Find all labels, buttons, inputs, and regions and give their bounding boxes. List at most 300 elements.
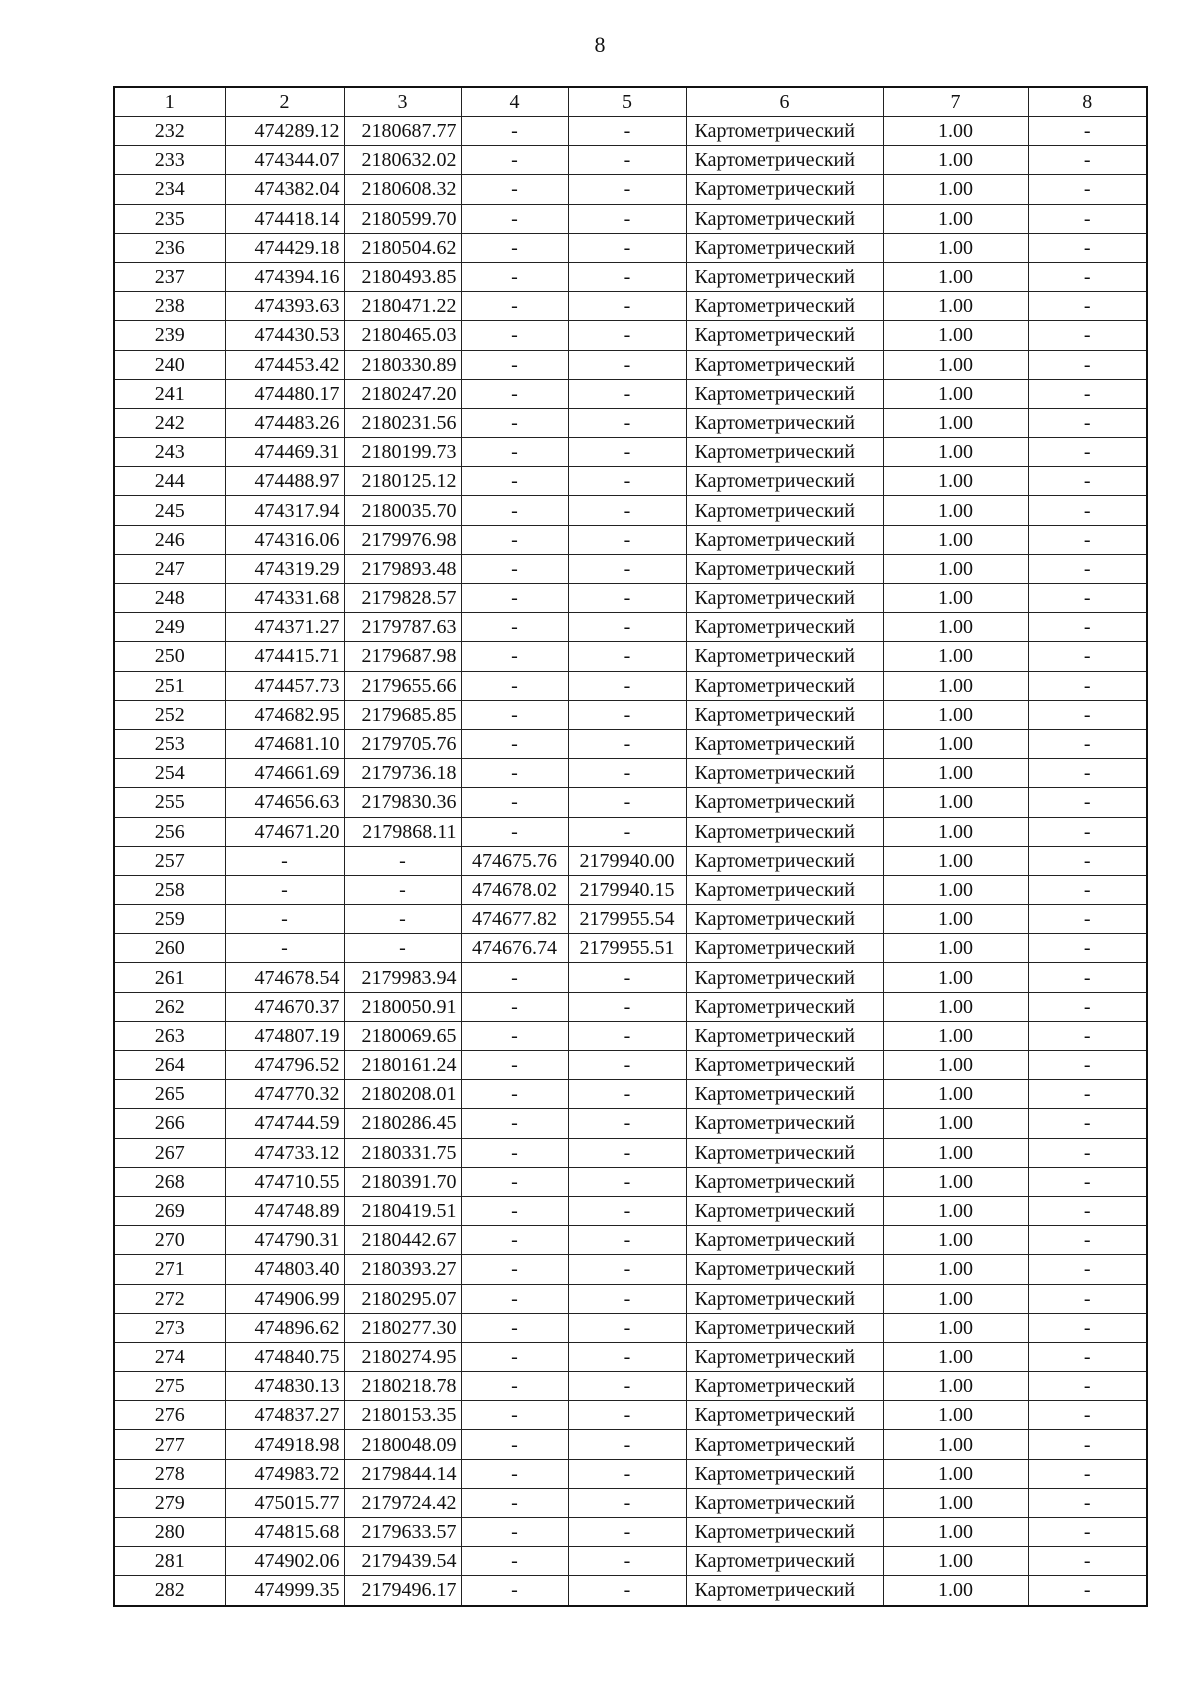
point-number-cell: 257 bbox=[114, 846, 225, 875]
accuracy-cell: 1.00 bbox=[883, 788, 1028, 817]
method-cell: Картометрический bbox=[686, 1255, 883, 1284]
accuracy-cell: 1.00 bbox=[883, 321, 1028, 350]
x-alt-coordinate-cell: - bbox=[461, 1430, 568, 1459]
y-coordinate-cell: 2180393.27 bbox=[344, 1255, 461, 1284]
method-cell: Картометрический bbox=[686, 1518, 883, 1547]
table-row bbox=[114, 204, 1147, 233]
y-coordinate-cell: 2179868.11 bbox=[344, 817, 461, 846]
accuracy-cell: 1.00 bbox=[883, 671, 1028, 700]
table-row bbox=[114, 1430, 1147, 1459]
y-coordinate-cell: 2180247.20 bbox=[344, 379, 461, 408]
note-cell: - bbox=[1028, 613, 1147, 642]
y-coordinate-cell: 2179633.57 bbox=[344, 1518, 461, 1547]
table-row bbox=[114, 759, 1147, 788]
note-cell: - bbox=[1028, 1372, 1147, 1401]
column-header: 3 bbox=[344, 87, 461, 117]
x-coordinate-cell: 474371.27 bbox=[225, 613, 344, 642]
x-coordinate-cell: 475015.77 bbox=[225, 1488, 344, 1517]
y-alt-coordinate-cell: 2179940.15 bbox=[568, 875, 686, 904]
table-row bbox=[114, 554, 1147, 583]
point-number-cell: 268 bbox=[114, 1167, 225, 1196]
x-coordinate-cell: 474453.42 bbox=[225, 350, 344, 379]
point-number-cell: 242 bbox=[114, 408, 225, 437]
x-coordinate-cell: 474918.98 bbox=[225, 1430, 344, 1459]
y-alt-coordinate-cell: - bbox=[568, 1401, 686, 1430]
point-number-cell: 275 bbox=[114, 1372, 225, 1401]
y-coordinate-cell: 2179828.57 bbox=[344, 584, 461, 613]
y-coordinate-cell: 2180599.70 bbox=[344, 204, 461, 233]
accuracy-cell: 1.00 bbox=[883, 438, 1028, 467]
y-coordinate-cell: 2180331.75 bbox=[344, 1138, 461, 1167]
accuracy-cell: 1.00 bbox=[883, 1021, 1028, 1050]
y-coordinate-cell: 2180035.70 bbox=[344, 496, 461, 525]
accuracy-cell: 1.00 bbox=[883, 117, 1028, 146]
table-row bbox=[114, 1051, 1147, 1080]
table-row bbox=[114, 1109, 1147, 1138]
x-coordinate-cell: 474840.75 bbox=[225, 1342, 344, 1371]
y-alt-coordinate-cell: - bbox=[568, 292, 686, 321]
table-row bbox=[114, 1080, 1147, 1109]
x-alt-coordinate-cell: - bbox=[461, 613, 568, 642]
note-cell: - bbox=[1028, 788, 1147, 817]
point-number-cell: 233 bbox=[114, 146, 225, 175]
accuracy-cell: 1.00 bbox=[883, 846, 1028, 875]
y-alt-coordinate-cell: - bbox=[568, 1313, 686, 1342]
note-cell: - bbox=[1028, 934, 1147, 963]
table-row bbox=[114, 963, 1147, 992]
x-alt-coordinate-cell: - bbox=[461, 321, 568, 350]
y-coordinate-cell: 2180330.89 bbox=[344, 350, 461, 379]
x-alt-coordinate-cell: - bbox=[461, 1547, 568, 1576]
column-header: 1 bbox=[114, 87, 225, 117]
x-coordinate-cell: 474906.99 bbox=[225, 1284, 344, 1313]
method-cell: Картометрический bbox=[686, 992, 883, 1021]
y-alt-coordinate-cell: - bbox=[568, 992, 686, 1021]
note-cell: - bbox=[1028, 467, 1147, 496]
y-alt-coordinate-cell: - bbox=[568, 1342, 686, 1371]
point-number-cell: 276 bbox=[114, 1401, 225, 1430]
note-cell: - bbox=[1028, 1255, 1147, 1284]
x-alt-coordinate-cell: - bbox=[461, 379, 568, 408]
accuracy-cell: 1.00 bbox=[883, 408, 1028, 437]
method-cell: Картометрический bbox=[686, 321, 883, 350]
method-cell: Картометрический bbox=[686, 1226, 883, 1255]
point-number-cell: 244 bbox=[114, 467, 225, 496]
method-cell: Картометрический bbox=[686, 1167, 883, 1196]
accuracy-cell: 1.00 bbox=[883, 1488, 1028, 1517]
y-coordinate-cell: 2180608.32 bbox=[344, 175, 461, 204]
y-coordinate-cell: 2180442.67 bbox=[344, 1226, 461, 1255]
x-coordinate-cell: 474483.26 bbox=[225, 408, 344, 437]
y-alt-coordinate-cell: 2179940.00 bbox=[568, 846, 686, 875]
y-coordinate-cell: 2180632.02 bbox=[344, 146, 461, 175]
accuracy-cell: 1.00 bbox=[883, 1080, 1028, 1109]
table-row bbox=[114, 1196, 1147, 1225]
y-coordinate-cell: 2179787.63 bbox=[344, 613, 461, 642]
method-cell: Картометрический bbox=[686, 1284, 883, 1313]
note-cell: - bbox=[1028, 729, 1147, 758]
y-alt-coordinate-cell: - bbox=[568, 1167, 686, 1196]
x-coordinate-cell: 474748.89 bbox=[225, 1196, 344, 1225]
x-coordinate-cell: 474999.35 bbox=[225, 1576, 344, 1606]
table-row bbox=[114, 321, 1147, 350]
table-row bbox=[114, 584, 1147, 613]
note-cell: - bbox=[1028, 1138, 1147, 1167]
table-row bbox=[114, 817, 1147, 846]
table-row bbox=[114, 1459, 1147, 1488]
table-row bbox=[114, 233, 1147, 262]
x-coordinate-cell: 474790.31 bbox=[225, 1226, 344, 1255]
y-alt-coordinate-cell: - bbox=[568, 262, 686, 291]
x-alt-coordinate-cell: - bbox=[461, 1342, 568, 1371]
note-cell: - bbox=[1028, 321, 1147, 350]
accuracy-cell: 1.00 bbox=[883, 379, 1028, 408]
method-cell: Картометрический bbox=[686, 1342, 883, 1371]
note-cell: - bbox=[1028, 963, 1147, 992]
y-coordinate-cell: 2179724.42 bbox=[344, 1488, 461, 1517]
point-number-cell: 273 bbox=[114, 1313, 225, 1342]
x-coordinate-cell: - bbox=[225, 905, 344, 934]
method-cell: Картометрический bbox=[686, 584, 883, 613]
table-row bbox=[114, 146, 1147, 175]
note-cell: - bbox=[1028, 233, 1147, 262]
point-number-cell: 267 bbox=[114, 1138, 225, 1167]
note-cell: - bbox=[1028, 1080, 1147, 1109]
accuracy-cell: 1.00 bbox=[883, 350, 1028, 379]
point-number-cell: 261 bbox=[114, 963, 225, 992]
y-coordinate-cell: 2180153.35 bbox=[344, 1401, 461, 1430]
accuracy-cell: 1.00 bbox=[883, 817, 1028, 846]
y-coordinate-cell: 2180419.51 bbox=[344, 1196, 461, 1225]
accuracy-cell: 1.00 bbox=[883, 1342, 1028, 1371]
table-row bbox=[114, 1284, 1147, 1313]
x-coordinate-cell: 474815.68 bbox=[225, 1518, 344, 1547]
table-row bbox=[114, 671, 1147, 700]
x-coordinate-cell: 474896.62 bbox=[225, 1313, 344, 1342]
x-alt-coordinate-cell: - bbox=[461, 584, 568, 613]
y-coordinate-cell: 2179496.17 bbox=[344, 1576, 461, 1606]
accuracy-cell: 1.00 bbox=[883, 1459, 1028, 1488]
point-number-cell: 245 bbox=[114, 496, 225, 525]
point-number-cell: 279 bbox=[114, 1488, 225, 1517]
y-alt-coordinate-cell: - bbox=[568, 1109, 686, 1138]
table-row bbox=[114, 788, 1147, 817]
point-number-cell: 270 bbox=[114, 1226, 225, 1255]
x-alt-coordinate-cell: - bbox=[461, 554, 568, 583]
y-alt-coordinate-cell: - bbox=[568, 963, 686, 992]
note-cell: - bbox=[1028, 175, 1147, 204]
table-header-row bbox=[114, 87, 1147, 117]
note-cell: - bbox=[1028, 700, 1147, 729]
table-row bbox=[114, 408, 1147, 437]
accuracy-cell: 1.00 bbox=[883, 1313, 1028, 1342]
page-number: 8 bbox=[594, 32, 606, 57]
x-coordinate-cell: 474807.19 bbox=[225, 1021, 344, 1050]
accuracy-cell: 1.00 bbox=[883, 642, 1028, 671]
x-alt-coordinate-cell: - bbox=[461, 1051, 568, 1080]
x-coordinate-cell: 474661.69 bbox=[225, 759, 344, 788]
x-coordinate-cell: 474394.16 bbox=[225, 262, 344, 291]
y-coordinate-cell: 2180218.78 bbox=[344, 1372, 461, 1401]
table-row bbox=[114, 467, 1147, 496]
table-row bbox=[114, 1547, 1147, 1576]
point-number-cell: 237 bbox=[114, 262, 225, 291]
x-coordinate-cell: 474289.12 bbox=[225, 117, 344, 146]
y-coordinate-cell: 2180125.12 bbox=[344, 467, 461, 496]
table-row bbox=[114, 292, 1147, 321]
note-cell: - bbox=[1028, 146, 1147, 175]
accuracy-cell: 1.00 bbox=[883, 584, 1028, 613]
table-row bbox=[114, 438, 1147, 467]
point-number-cell: 264 bbox=[114, 1051, 225, 1080]
point-number-cell: 252 bbox=[114, 700, 225, 729]
y-coordinate-cell: 2180208.01 bbox=[344, 1080, 461, 1109]
x-alt-coordinate-cell: - bbox=[461, 1109, 568, 1138]
table-row bbox=[114, 1138, 1147, 1167]
method-cell: Картометрический bbox=[686, 642, 883, 671]
note-cell: - bbox=[1028, 875, 1147, 904]
accuracy-cell: 1.00 bbox=[883, 1547, 1028, 1576]
y-alt-coordinate-cell: - bbox=[568, 1021, 686, 1050]
x-coordinate-cell: 474902.06 bbox=[225, 1547, 344, 1576]
x-coordinate-cell: 474681.10 bbox=[225, 729, 344, 758]
table-row bbox=[114, 729, 1147, 758]
y-alt-coordinate-cell: - bbox=[568, 759, 686, 788]
x-coordinate-cell: 474983.72 bbox=[225, 1459, 344, 1488]
table-row bbox=[114, 846, 1147, 875]
method-cell: Картометрический bbox=[686, 496, 883, 525]
y-coordinate-cell: - bbox=[344, 934, 461, 963]
accuracy-cell: 1.00 bbox=[883, 1109, 1028, 1138]
y-coordinate-cell: 2179439.54 bbox=[344, 1547, 461, 1576]
x-alt-coordinate-cell: - bbox=[461, 1401, 568, 1430]
table-row bbox=[114, 992, 1147, 1021]
y-alt-coordinate-cell: - bbox=[568, 1430, 686, 1459]
x-alt-coordinate-cell: - bbox=[461, 350, 568, 379]
y-coordinate-cell: 2179844.14 bbox=[344, 1459, 461, 1488]
accuracy-cell: 1.00 bbox=[883, 613, 1028, 642]
accuracy-cell: 1.00 bbox=[883, 1138, 1028, 1167]
coordinates-table bbox=[113, 86, 1148, 1607]
point-number-cell: 280 bbox=[114, 1518, 225, 1547]
y-alt-coordinate-cell: - bbox=[568, 1459, 686, 1488]
point-number-cell: 243 bbox=[114, 438, 225, 467]
y-alt-coordinate-cell: - bbox=[568, 1284, 686, 1313]
x-coordinate-cell: 474803.40 bbox=[225, 1255, 344, 1284]
table-row bbox=[114, 1342, 1147, 1371]
note-cell: - bbox=[1028, 642, 1147, 671]
y-coordinate-cell: 2180048.09 bbox=[344, 1430, 461, 1459]
point-number-cell: 236 bbox=[114, 233, 225, 262]
x-alt-coordinate-cell: - bbox=[461, 1488, 568, 1517]
y-coordinate-cell: 2180161.24 bbox=[344, 1051, 461, 1080]
x-coordinate-cell: - bbox=[225, 846, 344, 875]
note-cell: - bbox=[1028, 1488, 1147, 1517]
y-alt-coordinate-cell: - bbox=[568, 671, 686, 700]
point-number-cell: 234 bbox=[114, 175, 225, 204]
x-alt-coordinate-cell: - bbox=[461, 525, 568, 554]
method-cell: Картометрический bbox=[686, 117, 883, 146]
y-coordinate-cell: 2179893.48 bbox=[344, 554, 461, 583]
x-coordinate-cell: 474415.71 bbox=[225, 642, 344, 671]
x-alt-coordinate-cell: - bbox=[461, 117, 568, 146]
method-cell: Картометрический bbox=[686, 1138, 883, 1167]
point-number-cell: 239 bbox=[114, 321, 225, 350]
note-cell: - bbox=[1028, 671, 1147, 700]
x-alt-coordinate-cell: - bbox=[461, 1284, 568, 1313]
table-row bbox=[114, 117, 1147, 146]
note-cell: - bbox=[1028, 1576, 1147, 1606]
x-alt-coordinate-cell: - bbox=[461, 1021, 568, 1050]
accuracy-cell: 1.00 bbox=[883, 496, 1028, 525]
y-coordinate-cell: 2180274.95 bbox=[344, 1342, 461, 1371]
point-number-cell: 249 bbox=[114, 613, 225, 642]
point-number-cell: 274 bbox=[114, 1342, 225, 1371]
method-cell: Картометрический bbox=[686, 1051, 883, 1080]
x-alt-coordinate-cell: - bbox=[461, 146, 568, 175]
note-cell: - bbox=[1028, 1051, 1147, 1080]
x-coordinate-cell: - bbox=[225, 934, 344, 963]
y-coordinate-cell: - bbox=[344, 905, 461, 934]
table-row bbox=[114, 1576, 1147, 1606]
accuracy-cell: 1.00 bbox=[883, 1576, 1028, 1606]
x-alt-coordinate-cell: - bbox=[461, 408, 568, 437]
x-coordinate-cell: 474469.31 bbox=[225, 438, 344, 467]
y-coordinate-cell: 2179976.98 bbox=[344, 525, 461, 554]
y-alt-coordinate-cell: 2179955.54 bbox=[568, 905, 686, 934]
accuracy-cell: 1.00 bbox=[883, 1196, 1028, 1225]
y-alt-coordinate-cell: - bbox=[568, 817, 686, 846]
y-alt-coordinate-cell: - bbox=[568, 642, 686, 671]
x-alt-coordinate-cell: - bbox=[461, 1138, 568, 1167]
method-cell: Картометрический bbox=[686, 233, 883, 262]
note-cell: - bbox=[1028, 846, 1147, 875]
accuracy-cell: 1.00 bbox=[883, 700, 1028, 729]
x-alt-coordinate-cell: - bbox=[461, 759, 568, 788]
method-cell: Картометрический bbox=[686, 525, 883, 554]
point-number-cell: 232 bbox=[114, 117, 225, 146]
x-alt-coordinate-cell: - bbox=[461, 817, 568, 846]
y-alt-coordinate-cell: - bbox=[568, 175, 686, 204]
method-cell: Картометрический bbox=[686, 408, 883, 437]
y-alt-coordinate-cell: - bbox=[568, 321, 686, 350]
point-number-cell: 246 bbox=[114, 525, 225, 554]
y-coordinate-cell: 2180277.30 bbox=[344, 1313, 461, 1342]
x-alt-coordinate-cell: - bbox=[461, 1576, 568, 1606]
method-cell: Картометрический bbox=[686, 146, 883, 175]
x-coordinate-cell: 474382.04 bbox=[225, 175, 344, 204]
point-number-cell: 281 bbox=[114, 1547, 225, 1576]
point-number-cell: 238 bbox=[114, 292, 225, 321]
accuracy-cell: 1.00 bbox=[883, 1401, 1028, 1430]
y-alt-coordinate-cell: - bbox=[568, 1518, 686, 1547]
method-cell: Картометрический bbox=[686, 934, 883, 963]
note-cell: - bbox=[1028, 554, 1147, 583]
y-alt-coordinate-cell: - bbox=[568, 117, 686, 146]
point-number-cell: 258 bbox=[114, 875, 225, 904]
x-alt-coordinate-cell: - bbox=[461, 963, 568, 992]
y-coordinate-cell: 2179685.85 bbox=[344, 700, 461, 729]
x-alt-coordinate-cell: 474678.02 bbox=[461, 875, 568, 904]
point-number-cell: 254 bbox=[114, 759, 225, 788]
x-alt-coordinate-cell: - bbox=[461, 788, 568, 817]
x-alt-coordinate-cell: - bbox=[461, 1196, 568, 1225]
method-cell: Картометрический bbox=[686, 1196, 883, 1225]
note-cell: - bbox=[1028, 292, 1147, 321]
y-alt-coordinate-cell: - bbox=[568, 1488, 686, 1517]
note-cell: - bbox=[1028, 1518, 1147, 1547]
note-cell: - bbox=[1028, 1196, 1147, 1225]
note-cell: - bbox=[1028, 1547, 1147, 1576]
x-alt-coordinate-cell: - bbox=[461, 496, 568, 525]
x-alt-coordinate-cell: - bbox=[461, 1255, 568, 1284]
method-cell: Картометрический bbox=[686, 788, 883, 817]
x-coordinate-cell: 474319.29 bbox=[225, 554, 344, 583]
table-row bbox=[114, 350, 1147, 379]
method-cell: Картометрический bbox=[686, 875, 883, 904]
table-row bbox=[114, 1401, 1147, 1430]
note-cell: - bbox=[1028, 1342, 1147, 1371]
point-number-cell: 260 bbox=[114, 934, 225, 963]
accuracy-cell: 1.00 bbox=[883, 1284, 1028, 1313]
x-alt-coordinate-cell: 474676.74 bbox=[461, 934, 568, 963]
y-coordinate-cell: 2179736.18 bbox=[344, 759, 461, 788]
point-number-cell: 262 bbox=[114, 992, 225, 1021]
method-cell: Картометрический bbox=[686, 1313, 883, 1342]
method-cell: Картометрический bbox=[686, 175, 883, 204]
table-row bbox=[114, 525, 1147, 554]
accuracy-cell: 1.00 bbox=[883, 233, 1028, 262]
note-cell: - bbox=[1028, 204, 1147, 233]
point-number-cell: 272 bbox=[114, 1284, 225, 1313]
y-alt-coordinate-cell: - bbox=[568, 1255, 686, 1284]
note-cell: - bbox=[1028, 1021, 1147, 1050]
note-cell: - bbox=[1028, 584, 1147, 613]
method-cell: Картометрический bbox=[686, 1109, 883, 1138]
y-coordinate-cell: 2180465.03 bbox=[344, 321, 461, 350]
table-row bbox=[114, 934, 1147, 963]
y-alt-coordinate-cell: - bbox=[568, 1372, 686, 1401]
y-alt-coordinate-cell: - bbox=[568, 700, 686, 729]
accuracy-cell: 1.00 bbox=[883, 1518, 1028, 1547]
x-coordinate-cell: 474682.95 bbox=[225, 700, 344, 729]
table-row bbox=[114, 1372, 1147, 1401]
accuracy-cell: 1.00 bbox=[883, 992, 1028, 1021]
note-cell: - bbox=[1028, 1459, 1147, 1488]
x-coordinate-cell: 474316.06 bbox=[225, 525, 344, 554]
table-row bbox=[114, 496, 1147, 525]
y-alt-coordinate-cell: 2179955.51 bbox=[568, 934, 686, 963]
point-number-cell: 253 bbox=[114, 729, 225, 758]
x-coordinate-cell: 474670.37 bbox=[225, 992, 344, 1021]
note-cell: - bbox=[1028, 1430, 1147, 1459]
accuracy-cell: 1.00 bbox=[883, 146, 1028, 175]
y-alt-coordinate-cell: - bbox=[568, 1138, 686, 1167]
x-alt-coordinate-cell: - bbox=[461, 1226, 568, 1255]
point-number-cell: 247 bbox=[114, 554, 225, 583]
y-alt-coordinate-cell: - bbox=[568, 554, 686, 583]
note-cell: - bbox=[1028, 496, 1147, 525]
method-cell: Картометрический bbox=[686, 1430, 883, 1459]
x-alt-coordinate-cell: - bbox=[461, 262, 568, 291]
accuracy-cell: 1.00 bbox=[883, 905, 1028, 934]
accuracy-cell: 1.00 bbox=[883, 1226, 1028, 1255]
point-number-cell: 240 bbox=[114, 350, 225, 379]
x-alt-coordinate-cell: - bbox=[461, 729, 568, 758]
x-coordinate-cell: 474488.97 bbox=[225, 467, 344, 496]
column-header: 6 bbox=[686, 87, 883, 117]
method-cell: Картометрический bbox=[686, 1488, 883, 1517]
